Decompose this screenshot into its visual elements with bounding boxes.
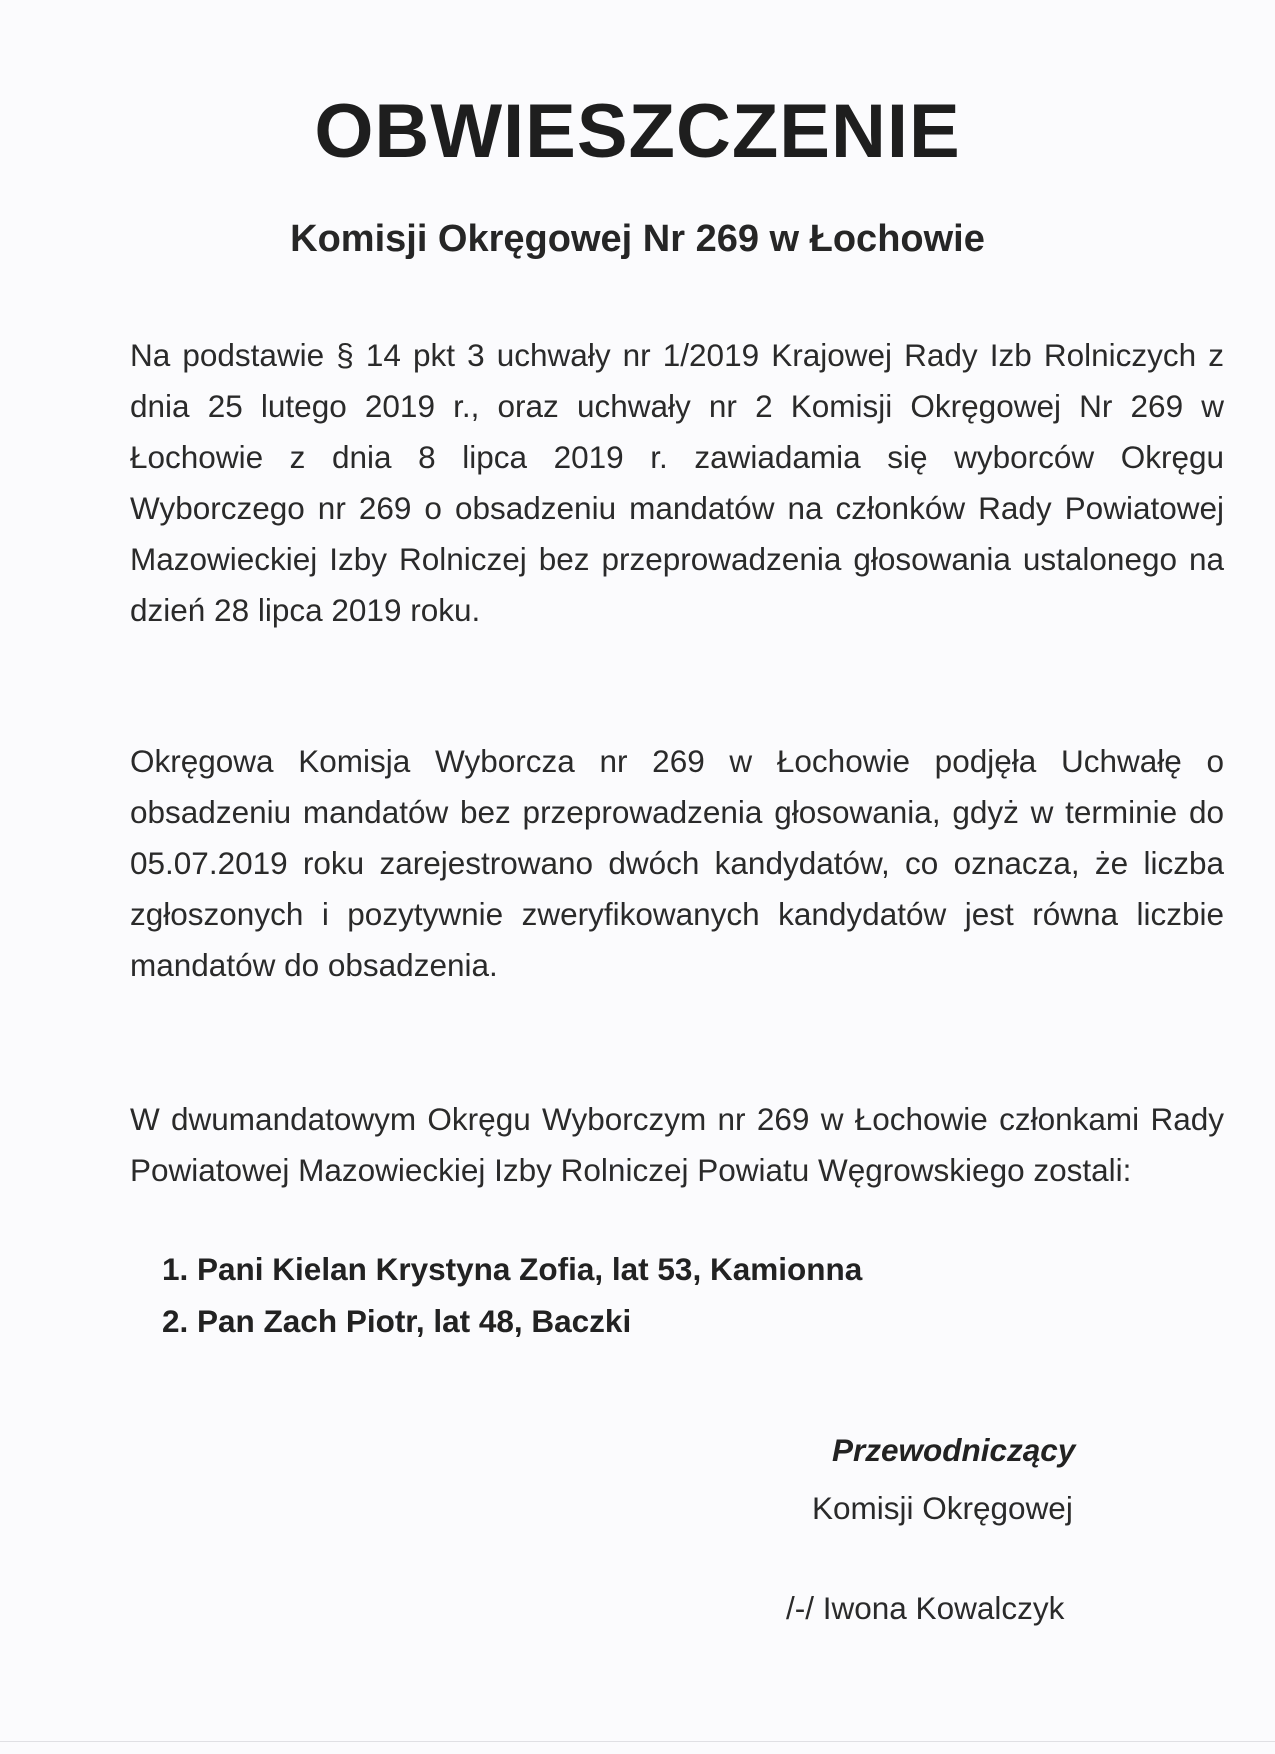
paragraph-resolution: Okręgowa Komisja Wyborcza nr 269 w Łochowie podjęła Uchwałę o obsadzeniu mandatów bez przeprowadzenia głosowania, gdyż w terminie do 05.07.2019 roku zarejestrowano dwóch kandydatów, co oznacza, że liczba zgłoszonych i pozytywnie zweryfikowanych kandydatów jest równa liczbie mandatów do obsadzenia. bbox=[130, 743, 1224, 983]
paragraph-members-intro: W dwumandatowym Okręgu Wyborczym nr 269 w Łochowie członkami Rady Powiatowej Mazowieckiej Izby Rolniczej Powiatu Węgrowskiego zostali: bbox=[130, 1101, 1224, 1188]
members-list bbox=[162, 1243, 862, 1347]
paragraph-legal-basis: Na podstawie § 14 pkt 3 uchwały nr 1/2019 Krajowej Rady Izb Rolniczych z dnia 25 lutego 2019 r., oraz uchwały nr 2 Komisji Okręgowej Nr 269 w Łochowie z dnia 8 lipca 2019 r. zawiadamia się wyborców Okręgu Wyborczego nr 269 o obsadzeniu mandatów na członków Rady Powiatowej Mazowieckiej Izby Rolniczej bez przeprowadzenia głosowania ustalonego na dzień 28 lipca 2019 roku. bbox=[130, 337, 1224, 628]
document-title: OBWIESZCZENIE bbox=[314, 89, 961, 174]
signature-name: /-/ Iwona Kowalczyk bbox=[786, 1590, 1065, 1626]
document-subtitle: Komisji Okręgowej Nr 269 w Łochowie bbox=[290, 218, 985, 260]
signature-role: Przewodniczący bbox=[832, 1432, 1076, 1468]
page-edge-divider bbox=[0, 1741, 1275, 1742]
list-item: 1. Pani Kielan Krystyna Zofia, lat 53, Kamionna bbox=[162, 1251, 863, 1287]
signature-organization: Komisji Okręgowej bbox=[812, 1490, 1073, 1526]
list-item: 2. Pan Zach Piotr, lat 48, Baczki bbox=[162, 1303, 632, 1339]
